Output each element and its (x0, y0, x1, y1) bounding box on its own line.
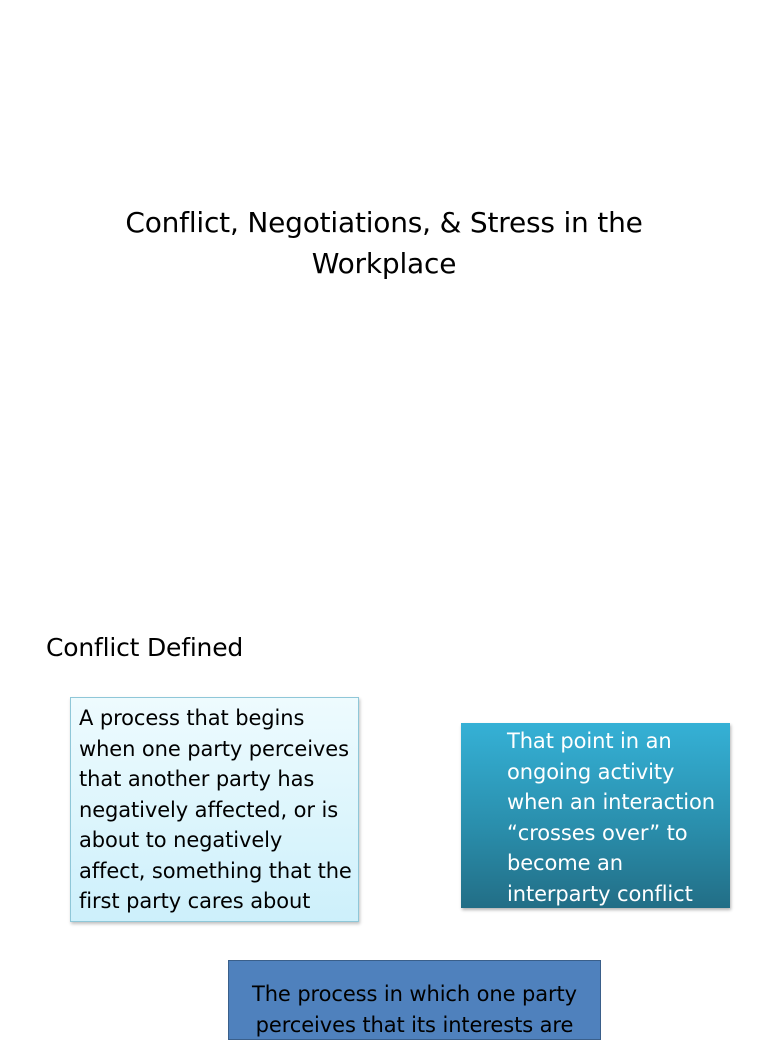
slide-title: Conflict, Negotiations, & Stress in the Workplace (125, 206, 643, 280)
slide-heading: Conflict Defined (46, 633, 244, 662)
process-textbox: The process in which one party perceives that its interests are (228, 960, 601, 1040)
crossover-textbox: That point in an ongoing activity when an interaction “crosses over” to become an interparty conflict (461, 723, 730, 908)
conflict-defined-slide (0, 576, 768, 1037)
definition-textbox: A process that begins when one party perceives that another party has negatively affected, or is about to negatively affect, something that the first party cares about (70, 697, 359, 922)
